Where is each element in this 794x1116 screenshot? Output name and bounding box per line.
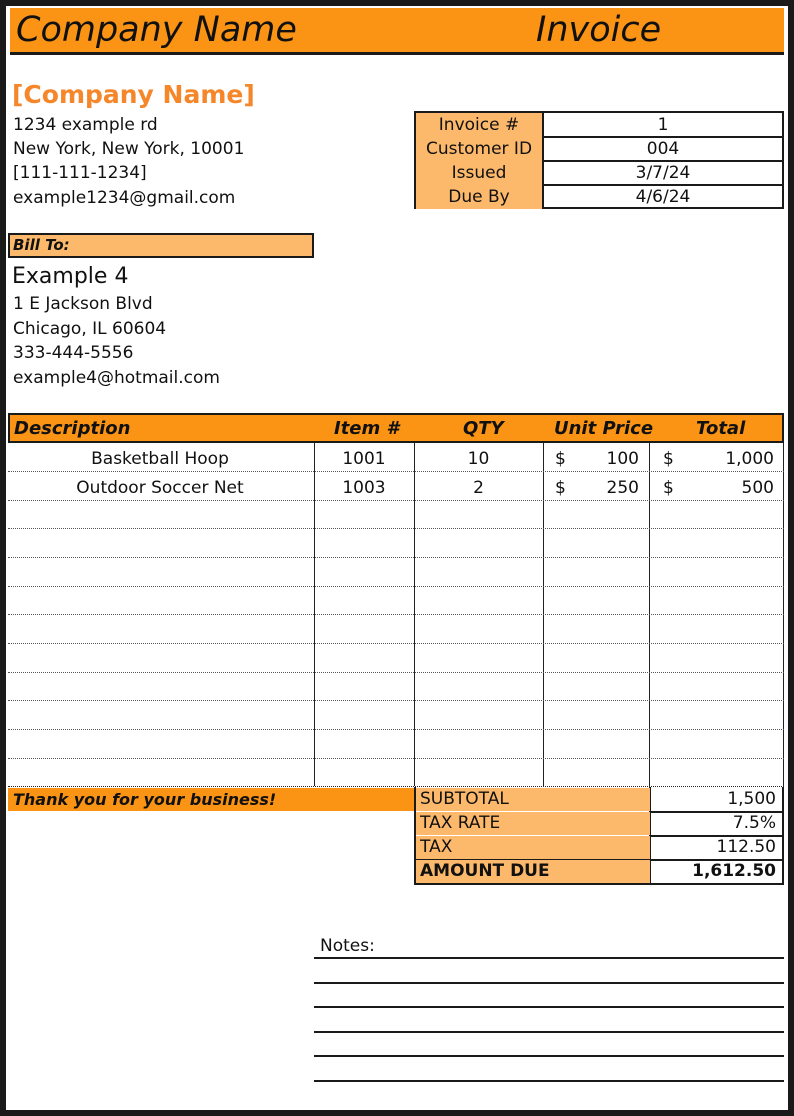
customer-id-value: 004	[646, 139, 680, 159]
row-qty: 10	[467, 449, 490, 469]
customer-address2: Chicago, IL 60604	[13, 319, 167, 339]
col-qty: QTY	[463, 418, 504, 439]
row-unit-currency: $	[555, 449, 566, 469]
seller-address2: New York, New York, 10001	[13, 139, 245, 159]
issued-label: Issued	[416, 161, 544, 185]
row-total: 1,000	[725, 449, 774, 469]
notes-line	[314, 1055, 784, 1057]
col-unit-price: Unit Price	[554, 418, 654, 439]
header-bar	[10, 8, 784, 55]
row-total-currency: $	[663, 478, 674, 498]
tax-value: 112.50	[716, 837, 776, 857]
customer-address1: 1 E Jackson Blvd	[13, 294, 153, 314]
notes-line	[314, 1006, 784, 1008]
invoice-number-label: Invoice #	[416, 113, 544, 137]
row-qty: 2	[473, 478, 484, 498]
notes-line	[314, 982, 784, 984]
header-company-name: Company Name	[16, 10, 297, 50]
row-item-number: 1001	[342, 449, 386, 469]
tax-label: TAX	[416, 836, 650, 859]
header-invoice-title: Invoice	[536, 10, 662, 50]
row-unit-currency: $	[555, 478, 566, 498]
row-unit-price: 100	[606, 449, 639, 469]
notes-line	[314, 1080, 784, 1082]
invoice-page	[6, 6, 788, 1110]
col-total: Total	[696, 418, 746, 439]
grid-hline	[8, 729, 784, 730]
grid-hline	[8, 557, 784, 558]
seller-name: [Company Name]	[12, 80, 255, 109]
invoice-number-value: 1	[657, 115, 669, 135]
info-row-due	[416, 185, 782, 209]
grid-hline	[8, 700, 784, 701]
row-unit-price: 250	[606, 478, 639, 498]
row-item-number: 1003	[342, 478, 386, 498]
customer-email: example4@hotmail.com	[13, 368, 220, 388]
bill-to-label: Bill To:	[8, 233, 314, 258]
subtotal-label: SUBTOTAL	[416, 788, 650, 811]
amount-due-value: 1,612.50	[692, 861, 776, 881]
amount-due-label: AMOUNT DUE	[416, 860, 650, 883]
invoice-info-table	[414, 111, 784, 209]
row-total: 500	[741, 478, 774, 498]
info-row-number	[416, 113, 782, 137]
seller-email: example1234@gmail.com	[13, 188, 236, 208]
grid-hline	[8, 586, 784, 587]
tax-rate-value: 7.5%	[732, 813, 776, 833]
thank-you-message: Thank you for your business!	[8, 788, 414, 811]
row-description: Outdoor Soccer Net	[76, 478, 244, 498]
customer-id-label: Customer ID	[416, 137, 544, 161]
col-description: Description	[14, 418, 131, 439]
due-by-label: Due By	[416, 185, 544, 209]
subtotal-value: 1,500	[727, 789, 776, 809]
notes-line	[314, 1031, 784, 1033]
col-item-number: Item #	[334, 418, 400, 439]
grid-hline	[8, 672, 784, 673]
seller-phone: [111-111-1234]	[13, 163, 147, 183]
grid-hline	[8, 643, 784, 644]
info-row-customer	[416, 137, 782, 161]
notes-label: Notes:	[320, 936, 375, 956]
row-description: Basketball Hoop	[91, 449, 229, 469]
row-total-currency: $	[663, 449, 674, 469]
grid-hline	[8, 758, 784, 759]
tax-rate-label: TAX RATE	[416, 812, 650, 835]
info-row-issued	[416, 161, 782, 185]
customer-phone: 333-444-5556	[13, 343, 134, 363]
customer-name: Example 4	[12, 264, 129, 289]
items-table-header	[8, 413, 784, 443]
due-by-value: 4/6/24	[635, 187, 691, 207]
seller-address1: 1234 example rd	[13, 115, 158, 135]
notes-line	[314, 957, 784, 959]
issued-value: 3/7/24	[635, 163, 691, 183]
grid-hline	[8, 614, 784, 615]
grid-hline	[8, 528, 784, 529]
